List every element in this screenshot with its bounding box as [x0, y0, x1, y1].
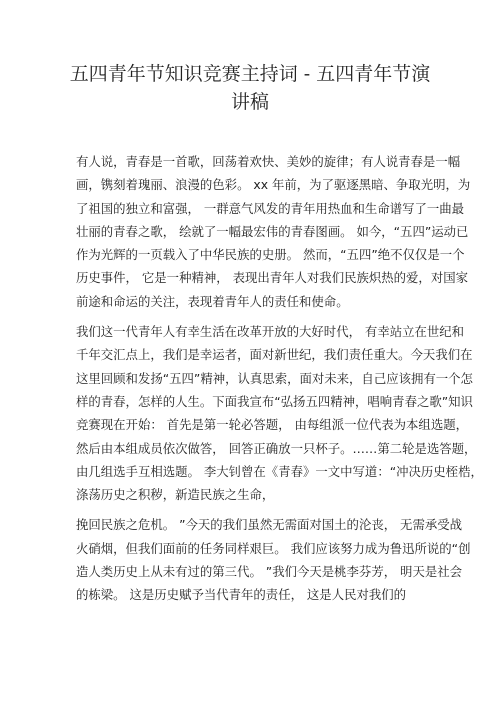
text-line: 造人类历史上从未有过的第三代。 ”我们今天是桃李芬芳， 明天是社会 [76, 564, 463, 580]
paragraph-3 [76, 513, 471, 606]
text-line: 我们这一代青年人有幸生活在改革开放的大好时代， 有幸站立在世纪和 [76, 324, 465, 340]
text-line: 这里回顾和发扬“五四”精神，认真思索，面对未来，自己应该拥有一个怎 [76, 370, 473, 386]
text-line: 然后由本组成员依次做答， 回答正确放一只杯子。……第二轮是选答题， [76, 440, 477, 456]
text-line: 作为光辉的一页载入了中华民族的史册。 然而，“五四”绝不仅仅是一个 [76, 247, 465, 263]
paragraph-1 [76, 150, 471, 313]
title-line: 讲稿 [230, 91, 269, 113]
text-line: 壮丽的青春之歌， 绘就了一幅最宏伟的青春图画。 如今，“五四”运动已 [76, 223, 469, 239]
document-body [76, 150, 483, 614]
text-line: 样的青春，怎样的人生。下面我宣布“弘扬五四精神，唱响青春之歌”知识 [76, 393, 473, 409]
text-line: 画，镌刻着瑰丽、浪漫的色彩。 xx 年前，为了驱逐黑暗、争取光明，为 [76, 177, 471, 193]
text-line: 涤荡历史之积秽，新造民族之生命， [76, 487, 275, 503]
title-line: 五四青年节知识竞赛主持词 - 五四青年节演 [69, 63, 431, 85]
text-line: 挽回民族之危机。 ”今天的我们虽然无需面对国土的沦丧， 无需承受战 [76, 517, 463, 533]
text-line: 竞赛现在开始： 首先是第一轮必答题， 由每组派一位代表为本组选题， [76, 417, 468, 433]
text-line: 历史事件， 它是一种精神， 表现出青年人对我们民族炽热的爱，对国家 [76, 270, 468, 286]
text-line: 火硝烟，但我们面前的任务同样艰巨。 我们应该努力成为鲁迅所说的“创 [76, 540, 471, 556]
text-line: 有人说，青春是一首歌，回荡着欢快、美妙的旋律；有人说青春是一幅 [76, 154, 461, 169]
text-line: 前途和命运的关注，表现着青年人的责任和使命。 [76, 293, 349, 309]
text-line: 了祖国的独立和富强， 一群意气风发的青年用热血和生命谱写了一曲最 [76, 200, 465, 216]
paragraph-2 [76, 320, 483, 506]
text-line: 的栋梁。 这是历史赋予当代青年的责任， 这是人民对我们的 [76, 587, 407, 603]
text-line: 千年交汇点上，我们是幸运者，面对新世纪，我们责任重大。今天我们在 [76, 347, 473, 363]
text-line: 由几组选手互相选题。 李大钊曾在《青春》一文中写道：“冲决历史桎梏， [76, 463, 483, 479]
page-title [40, 60, 460, 116]
